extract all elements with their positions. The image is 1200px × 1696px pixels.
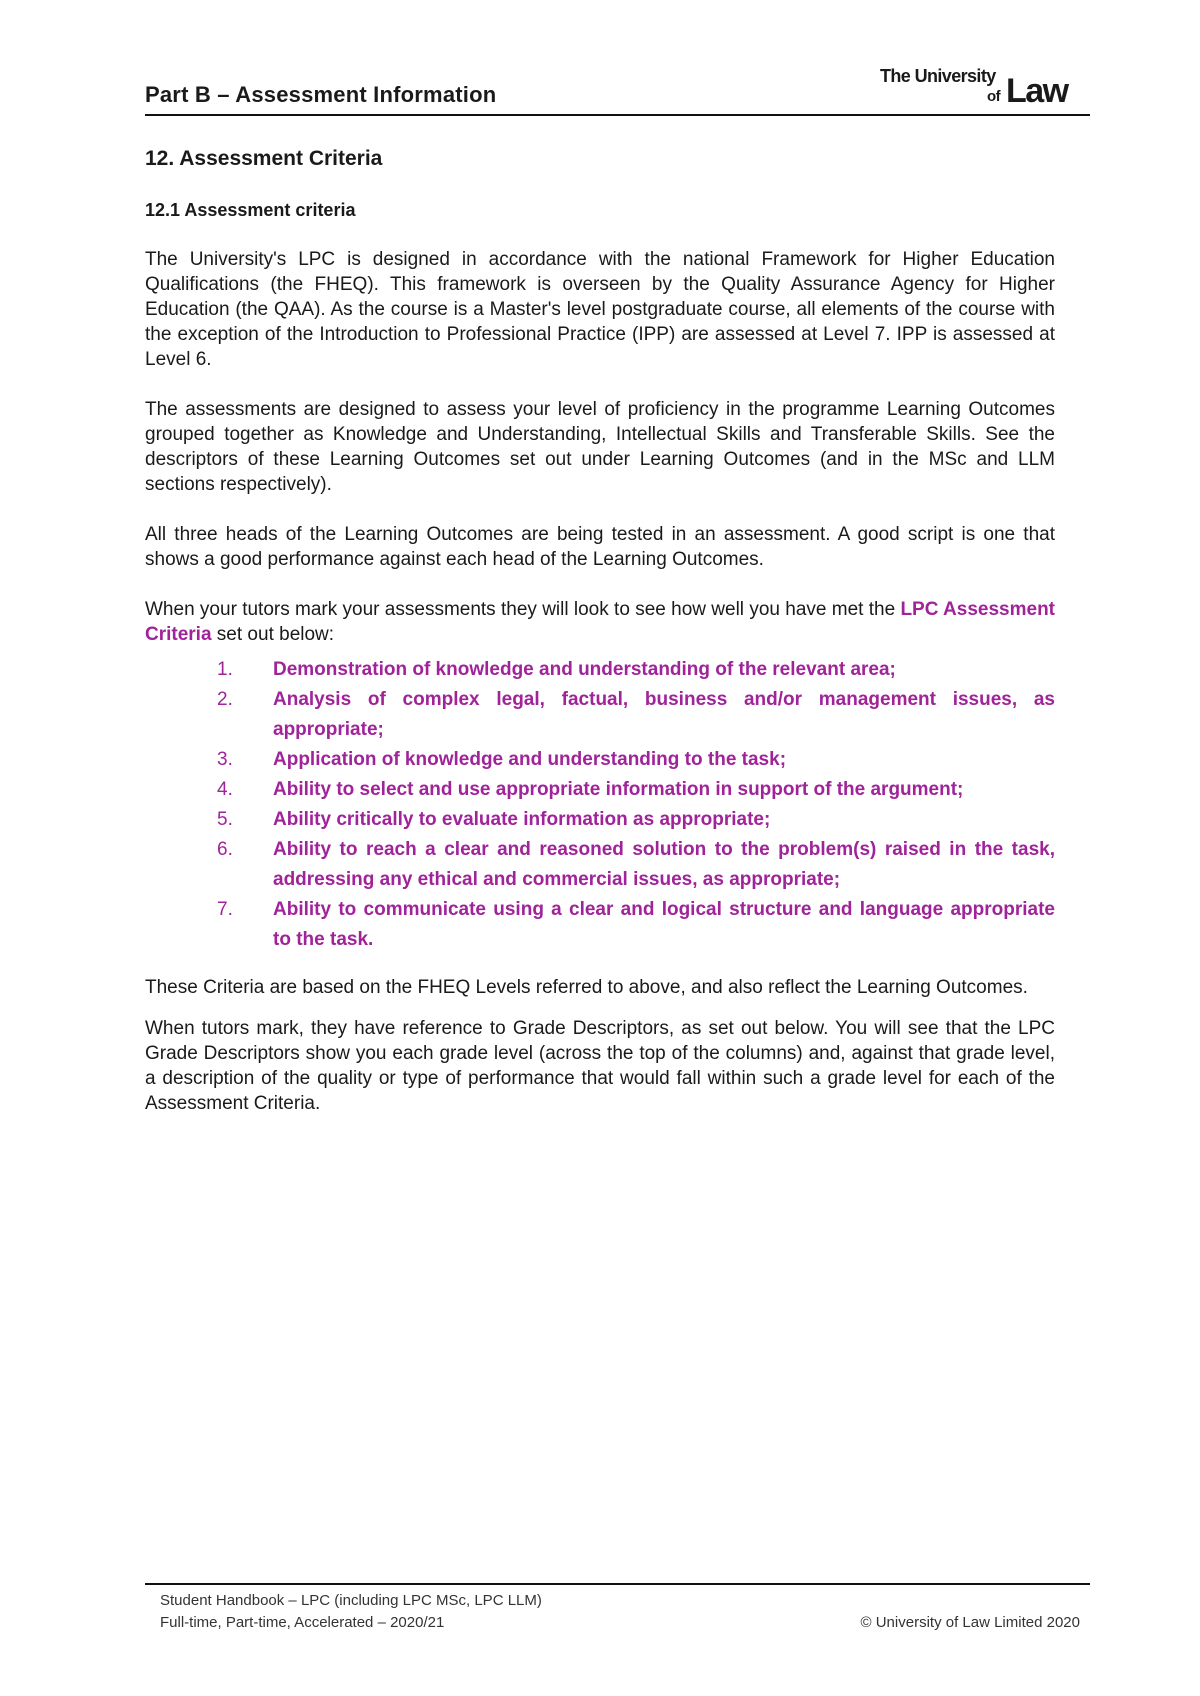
criteria-number: 3. [217,749,233,770]
section-heading: 12. Assessment Criteria [145,147,383,170]
logo-of: of [987,88,1001,105]
page-footer [160,1590,1080,1634]
criteria-item [145,745,1055,775]
logo-law: Law [1006,72,1068,110]
logo-the-university: The University [880,66,996,86]
criteria-text: Ability critically to evaluate information as appropriate; [273,809,771,830]
criteria-number: 1. [217,659,233,680]
criteria-intro-text: When your tutors mark your assessments they will look to see how well you have met the [145,599,901,620]
criteria-item [145,835,1055,895]
criteria-text: Analysis of complex legal, factual, business and/or management issues, as appropriate; [273,689,1055,740]
lpc-assessment-criteria-highlight: LPC Assessment Criteria [145,599,1055,645]
paragraph-learning-outcomes: The assessments are designed to assess your level of proficiency in the programme Learning Outcomes grouped together as Knowledge and Understanding, Intellectual Skills and Transferable Skills. See the descriptors of these Learning Outcomes set out under Learning Outcomes (and in the MSc and LLM sections respectively). [145,399,1055,495]
paragraph-three-heads: All three heads of the Learning Outcomes are being tested in an assessment. A good script is one that shows a good performance against each head of the Learning Outcomes. [145,524,1055,570]
university-logo [880,66,1090,108]
footer-line-two [160,1612,1080,1634]
page-header [145,60,1090,118]
paragraph-fheq-levels: These Criteria are based on the FHEQ Levels referred to above, and also reflect the Learning Outcomes. [145,977,1028,998]
footer-copyright: © University of Law Limited 2020 [860,1614,1080,1631]
footer-mode-year: Full-time, Part-time, Accelerated – 2020/21 [160,1614,445,1631]
criteria-text: Demonstration of knowledge and understanding of the relevant area; [273,659,896,680]
criteria-text: Ability to select and use appropriate information in support of the argument; [273,779,964,800]
criteria-number: 4. [217,779,233,800]
criteria-number: 5. [217,809,233,830]
paragraph-fheq: The University's LPC is designed in accordance with the national Framework for Higher Education Qualifications (the FHEQ). This framework is overseen by the Quality Assurance Agency for Higher Education (the QAA). As the course is a Master's level postgraduate course, all elements of the course with the exception of the Introduction to Professional Practice (IPP) are assessed at Level 7. IPP is assessed at Level 6. [145,249,1055,370]
footer-handbook-title: Student Handbook – LPC (including LPC MSc, LPC LLM) [160,1592,542,1609]
criteria-text: Ability to reach a clear and reasoned solution to the problem(s) raised in the task, addressing any ethical and commercial issues, as appropriate; [273,839,1055,890]
criteria-text: Ability to communicate using a clear and logical structure and language appropriate to the task. [273,899,1055,950]
criteria-item [145,895,1055,955]
criteria-number: 7. [217,899,233,920]
header-divider [145,114,1090,116]
criteria-text: Application of knowledge and understanding to the task; [273,749,787,770]
footer-divider [145,1583,1090,1585]
criteria-list [145,655,1055,955]
header-title: Part B – Assessment Information [145,82,497,107]
subsection-heading: 12.1 Assessment criteria [145,200,356,220]
paragraph-grade-descriptors: When tutors mark, they have reference to Grade Descriptors, as set out below. You will see that the LPC Grade Descriptors show you each grade level (across the top of the columns) and, against that grade level, a description of the quality or type of performance that would fall within such a grade level for each of the Assessment Criteria. [145,1018,1055,1114]
criteria-number: 2. [217,689,233,710]
main-content [145,146,1055,1116]
paragraph-criteria-intro [145,597,1055,647]
criteria-item [145,655,1055,685]
criteria-item [145,775,1055,805]
criteria-item [145,685,1055,745]
criteria-number: 6. [217,839,233,860]
criteria-item [145,805,1055,835]
criteria-intro-tail: set out below: [211,624,335,645]
